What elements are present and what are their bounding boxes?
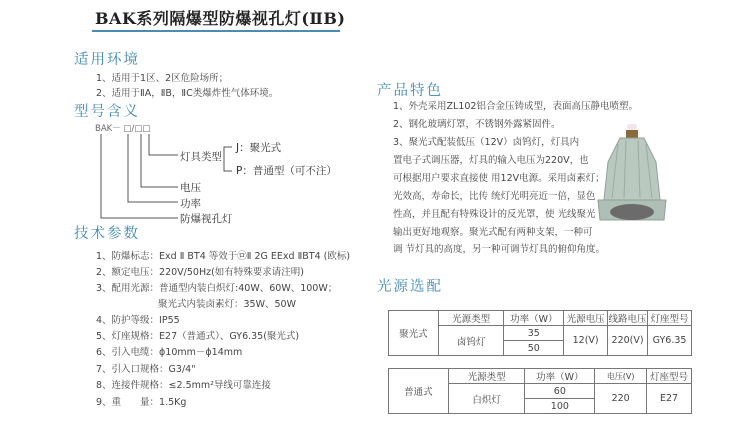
t1-src-voltage: 12(V) [564, 326, 608, 356]
t1-socket: GY6.35 [648, 326, 692, 356]
t2-voltage: 220 [595, 384, 647, 414]
t1-line-voltage: 220(V) [608, 326, 648, 356]
feature-item: 光效高，寿命长，比传 统灯光明亮近一倍，显色 [393, 191, 596, 202]
tech-item: 9、重 量：1.5Kg [96, 397, 187, 408]
feature-item: 性高，并且配有特殊设计的反光罩，使 光线聚光 [393, 209, 596, 220]
t1-power: 50 [504, 341, 564, 356]
model-voltage: 电压 [180, 182, 201, 194]
model-heading: 型号含义 [74, 104, 140, 120]
t1-power: 35 [504, 326, 564, 341]
t1-header: 光源电压 [564, 311, 608, 326]
spot-light-table [388, 310, 692, 356]
tech-item: 1、防爆标志：Exd Ⅱ BT4 等效于㉤Ⅱ 2G EExd ⅡBT4 (欧标) [96, 251, 351, 262]
model-type-label: 灯具类型 [180, 151, 222, 163]
t2-type: 普通式 [389, 369, 449, 414]
tech-item: 7、引入口规格：G3/4" [96, 364, 196, 375]
feature-item: 可根据用户要求直接使 用12V电源。采用卤素灯； [393, 173, 605, 184]
model-type-j: J：聚光式 [236, 142, 282, 154]
feature-item: 调 节灯具的高度，另一种可调节灯具的俯仰角度。 [393, 244, 606, 255]
feature-item: 2、钢化玻璃灯罩，不锈钢外露紧固件。 [393, 119, 561, 130]
t1-header: 线路电压 [608, 311, 648, 326]
t2-header: 功率（W） [525, 369, 595, 384]
model-type-p: P：普通型（可不注） [236, 165, 337, 177]
tech-item: 4、防护等级：IP55 [96, 315, 180, 326]
selection-heading: 光源选配 [377, 279, 443, 295]
t2-power: 100 [525, 399, 595, 414]
model-power: 功率 [180, 198, 201, 210]
tech-item: 6、引入电缆：ϕ10mm－ϕ14mm [96, 347, 243, 358]
tech-item: 3、配用光源：普通型内装白炽灯:40W、60W、100W； [96, 283, 338, 294]
type-bracket [220, 145, 234, 175]
tech-item: 聚光式内装卤素灯：35W、50W [158, 299, 296, 310]
env-heading: 适用环境 [74, 52, 140, 68]
t1-source: 卤钨灯 [438, 326, 504, 356]
model-diagram-lines [90, 130, 190, 220]
t2-socket: E27 [647, 384, 692, 414]
feature-item: 1、外壳采用ZL102铝合金压铸成型，表面高压静电喷塑。 [393, 101, 638, 112]
feature-item: 输出更好地观察。聚光式配有两种支架，一种可 [393, 227, 593, 238]
env-item: 1、适用于1区、2区危险场所； [96, 73, 229, 84]
lamp-product-image [596, 122, 668, 224]
tech-item: 8、连接件规格：≤2.5mm²导线可靠连接 [96, 380, 271, 391]
t1-header: 功率（W） [504, 311, 564, 326]
model-code: BAK－ □/□□ [95, 124, 151, 134]
normal-light-table [388, 368, 692, 414]
model-name: 防爆视孔灯 [180, 213, 233, 225]
title-underline [92, 30, 340, 32]
t1-header: 灯座型号 [648, 311, 692, 326]
tech-heading: 技术参数 [74, 226, 140, 242]
features-heading: 产品特色 [377, 83, 443, 99]
t2-header: 电压(V) [595, 369, 647, 384]
t2-source: 白炽灯 [448, 384, 525, 414]
feature-item: 3、聚光式配装低压（12V）卤钨灯，灯具内 [393, 137, 580, 148]
feature-item: 置电子式调压器，灯具的输入电压为220V，也 [393, 155, 589, 166]
t2-header: 灯座型号 [647, 369, 692, 384]
t2-header: 光源类型 [448, 369, 525, 384]
t1-header: 光源类型 [438, 311, 504, 326]
tech-item: 5、灯座规格：E27（普通式）、GY6.35(聚光式) [96, 331, 300, 342]
env-item: 2、适用于ⅡA，ⅡB，ⅡC类爆炸性气体环境。 [96, 88, 279, 99]
tech-item: 2、额定电压：220V/50Hz(如有特殊要求请注明) [96, 267, 305, 278]
t2-power: 60 [525, 384, 595, 399]
page-title: BAK系列隔爆型防爆视孔灯(ⅡB) [95, 9, 346, 28]
t1-type: 聚光式 [389, 311, 439, 356]
